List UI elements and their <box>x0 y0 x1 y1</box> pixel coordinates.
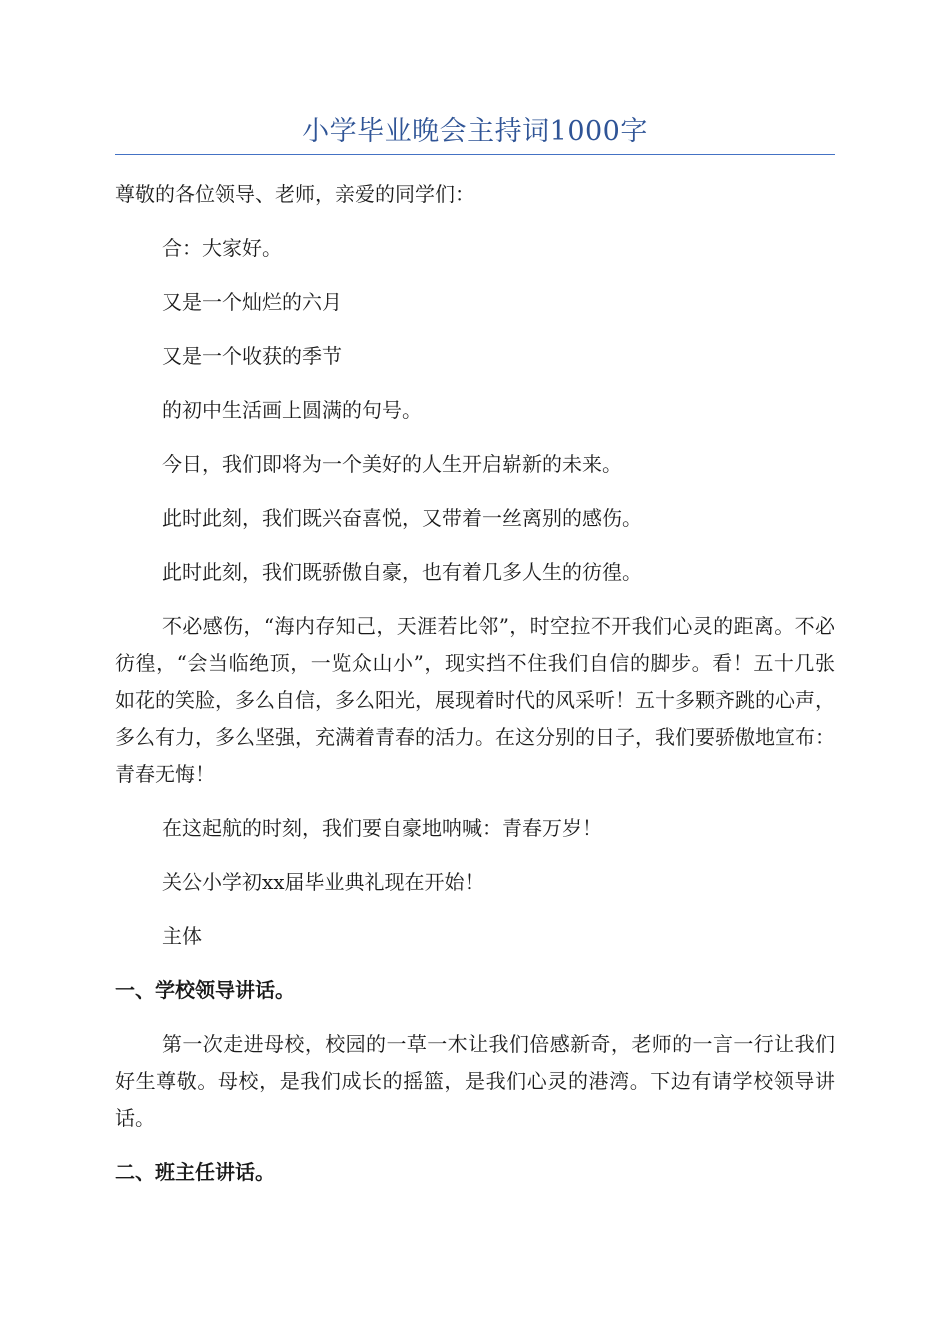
section-heading: 一、学校领导讲话。 <box>115 978 295 1002</box>
greeting-paragraph: 合：大家好。 <box>162 236 282 260</box>
body-paragraph: 关公小学初xx届毕业典礼现在开始！ <box>162 870 485 894</box>
salutation-paragraph: 尊敬的各位领导、老师，亲爱的同学们： <box>115 182 475 206</box>
document-title: 小学毕业晚会主持词1000字 <box>302 116 648 147</box>
title-underline <box>115 154 835 155</box>
body-paragraph: 主体 <box>162 924 202 948</box>
body-paragraph: 又是一个收获的季节 <box>162 344 342 368</box>
body-paragraph: 第一次走进母校，校园的一草一木让我们倍感新奇，老师的一言一行让我们好生尊敬。母校，是我们成长的摇篮，是我们心灵的港湾。下边有请学校领导讲话。 <box>115 1032 835 1130</box>
section-heading: 二、班主任讲话。 <box>115 1160 275 1184</box>
document-body <box>115 176 835 1208</box>
body-paragraph: 又是一个灿烂的六月 <box>162 290 342 314</box>
body-paragraph: 今日，我们即将为一个美好的人生开启崭新的未来。 <box>162 452 622 476</box>
body-paragraph: 此时此刻，我们既兴奋喜悦，又带着一丝离别的感伤。 <box>162 506 642 530</box>
body-paragraph: 不必感伤，“海内存知己，天涯若比邻”，时空拉不开我们心灵的距离。不必彷徨，“会当临绝顶，一览众山小”，现实挡不住我们自信的脚步。看！五十几张如花的笑脸，多么自信，多么阳光，展现着时代的风采听！五十多颗齐跳的心声，多么有力，多么坚强，充满着青春的活力。在这分别的日子，我们要骄傲地宣布：青春无悔！ <box>115 614 835 786</box>
body-paragraph: 在这起航的时刻，我们要自豪地呐喊：青春万岁！ <box>162 816 602 840</box>
body-paragraph: 此时此刻，我们既骄傲自豪，也有着几多人生的彷徨。 <box>162 560 642 584</box>
body-paragraph: 的初中生活画上圆满的句号。 <box>162 398 422 422</box>
